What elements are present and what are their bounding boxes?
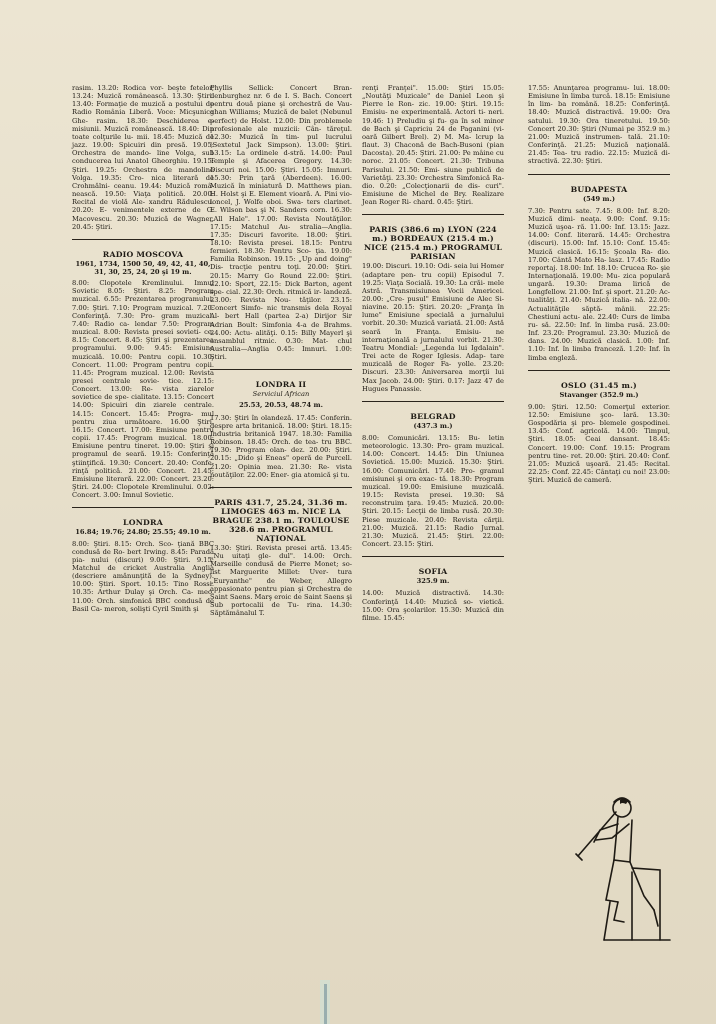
bucharest-program-continued: rasim. 13.20: Rodica vor- beşte fetelor, 13.24: Muzică românească. 13.30: Ştiri. 13.40: Formaţie de muzică a postului de Radio România Liberă. Voce: Micşunica Ghe- rasim. 18.30: Deschiderea e- misiunii. Muzică românească. 18.40: Din toate colţurile lu- mii. 18.45: Muzică de jazz. 19.00: Spicuiri din presă. 19.05: Orchestra de mando- line Volga, sub conducerea lui Anatol Gheorghiu. 19.15: Ştiri. 19.25: Orchestra de mandoline Volga. 19.35: Cro- nica literară de Crohmălni- ceanu. 19.44: Muzică româ- nească. 19.50: Viaţa politică. 20.00: Recital de violă Ale- xandru Rădulescu. 20.20: E- venimentele externe de G. Macovescu. 20.30: Muzică de Wagner. 20.45: Ştiri. (72, 84, 214, 231)
budapesta-frequency: (549 m.) (582, 194, 616, 203)
clarinet-player-illustration-icon (574, 790, 674, 980)
section-divider (72, 507, 214, 508)
londra-ii-frequencies: 25.53, 20.53, 48.74 m. (239, 401, 323, 410)
radio-moscova-program: 8.00: Clopotele Kremlinului. Imnul Sovietic 8.05: Ştiri. 8.25: Program muzical. 6.55: Prezentarea programului. 7.00: Ştiri. 7.10: Program muzical. 7.20: Conferinţă. 7.30: Pro- gram muzical. 7.40: Radio ca- lendar 7.50: Program muzical. 8.00: Revista presei sovieti- ce. 8.15: Concert. 8.45: Ştiri şi prezentarea programului. 9.00: 9.45: Emisiune muzicală. 10.00: Pentru copii. 10.30: Concert. 11.00: Program pentru copii. 11.45: Program muzical. 12.00: Revista presei centrale sovie- tice. 12.15: Concert. 13.00: Re- vista ziarelor sovietice de spe- cialitate. 13.15: Concert 14.00: Spicuiri din ziarele centrale. 14.15: Concert. 15.45: Progra- mul pentru ziua următoare. 16.00 Ştiri. 16.15: Concert. 17.00: Emisiune pentru copii. 17.45: Program muzical. 18.00: Emisiune pentru tineret. 19.00: Ştiri şi programul de seară. 19.15: Conferinţă ştiinţifică. 19.30: Concert. 20.40: Confe- rinţă politică. 21.00: Concert. 21.45: Emisiune literară. 22.00: Concert. 23.20: Ştiri. 24.00: Clopotele Kremlinului. 0.02: Concert. 3.00: Imnul Sovietic. (72, 279, 214, 500)
oslo-frequency: Stavanger (352.9 m.) (559, 390, 639, 399)
budapesta-program: 7.30: Pentru sate. 7.45: 8.00: Inf. 8.20: Muzică dimi- neaţa. 9.00: Conf. 9.15: Muzică uşoa- ră. 11.00: Inf. 13.15: Jazz. 14.00: Conf. literară. 14.45: Orchestra (discuri). 15.00: Inf. 15.10: Conf. 15.45: Muzică clasică. 16.15: Şcoala Ra- dio. 17.00: Cântă Mato Ha- lasz. 17.45: Radio reportaj. 18.00: Inf. 18.10: Crucea Ro- şie Internaţională. 19.00: Mu- zica populară ungară. 19.30: Drama lirică de Longfellow. 21.00: Inf. şi sport. 21.20: Ac- tualităţi. 21.40: Muzică italia- nă. 22.00: Actualităţile săptă- mânii. 22.25: Chestiuni actu- ale. 22.40: Curs de limba ru- să. 22.50: Inf. în limba rusă. 23.00: Inf. 23.20: Programul. 23.30: Muzică de dans. 24.00: Muzică clasică. 1.00: Inf. 1.10: Inf. în limba franceză. 1.20: Inf. în limba engleză. (528, 206, 670, 362)
londra-program-continued: Phyllis Sellick: Concert Bran- denburghez nr. 6 de I. S. Bach. Concert pentru două piane şi orchestră de Vau- ghan Williams; Muzică de balet (Nebunul perfect) de Holst. 12.00: Din problemele profesionale ale muzicii: Cân- tăreţul. 12.30: Muzică în tim- pul lucrului (Sextetul Jack Simpson). 13.00: Ştiri. 13.15: La ordinele d-stră. 14.00: Paul Temple şi Afacerea Gregory. 14.30: Discuri noi. 15.00: Ştiri. 15.05: Imnuri. 15.30: Prin ţară (Aberdeen). 16.00: Muzică în miniatură D. Matthews pian. H. Holst şi E. Element vioară. A. Pini vio- loncel, J. Wolfe oboi. Swa- ters clarinet. E. Wilson bas şi N. Sanders corn. 16.30: „All Hale". 17.00: Revista Noutăţilor. 17.15: Matchul Au- stralia—Anglia. 17.35: Discuri favorite. 18.00: Ştiri. 18.10: Revista presei. 18.15: Pentru fermieri. 18.30: Pentru Sco- ţia. 19.00: Familia Robinson. 19.15: „Up and doing" Dis- tracţie pentru toţi. 20.00: Ştiri. 20.15: Marry Go Round 22.00: Ştiri. 22.10: Sport, 22.15: Dick Barton, agent spe- cial. 22.30: Orch. ritmică ir- landeză. 23.00: Revista Nou- tăţilor. 23.15: Concert Simfo- nic transmis dela Royal Al- bert Hall (partea 2-a) Dirijor Sir Adrian Boult: Simfonia 4-a de Brahms. 24.00: Actu- alităţi. 0.15: Billy Mayerl şi ansamblul ritmic. 0.30: Mat- chul Australia—Anglia 0.45: Imnuri. 1.00: Ştiri. (210, 84, 352, 362)
paris-parisian-heading: PARIS (386.6 m) LYON (224 m.) BORDEAUX (215.4 m.) NICE (215.4 m.) PROGRAMUL PARISIAN (363, 225, 503, 262)
londra-ii-program: 17.30: Ştiri în olandeză. 17.45: Conferin. despre arta britanică. 18.00: Ştiri. 18.15: Industria britanică 1947. 18.30: Familia Robinson. 18.45: Orch. de tea- tru BBC. 19.30: Program olan- dez. 20.00: Ştiri. 20.15: „Dido şi Eneas" operă de Purcell. 21.20: Opinia mea. 21.30: Re- vista noutăţilor. 22.00: Ener- gia atomică şi tu. (210, 413, 352, 479)
section-divider (528, 174, 670, 175)
paris-national-heading: PARIS 431.7, 25.24, 31.36 m. LIMOGES 463 m. NICE LA BRAGUE 238.1 m. TOULOUSE 328.6 m. PROGRAMUL NAŢIONAL (212, 497, 350, 543)
section-divider (210, 487, 352, 488)
sofia-heading: SOFIA (418, 567, 448, 577)
londra-frequencies: 16.84; 19.76; 24.80; 25.55; 49.10 m. (75, 528, 211, 537)
column-4 (528, 84, 670, 484)
section-divider (362, 401, 504, 402)
sofia-frequency: 325.9 m. (416, 577, 450, 586)
section-divider (528, 370, 670, 371)
londra-program: 8.00: Ştiri. 8.15: Orch. Sco- ţiană BBC condusă de Ro- bert Irwing. 8.45: Parada pia- nului (discuri) 9.00: Ştiri. 9.15: Matchul de cricket Australia Anglia (descriere amănunţită de la Sydney). 10.00: Ştiri. Sport. 10.15: Tino Rossi. 10.35: Arthur Dulay şi Orch. Ca- meo. 11.00: Orch. simfonică BBC condusă de Basil Ca- meron, solişti Cyril Smith şi (72, 539, 214, 613)
sofia-program: 14.00: Muzică distractivă. 14.30: Conferinţă 14.40: Muzică so- vietică. 15.00: Ora şcolarilor. 15.30: Muzică din filme. 15.45: (362, 589, 504, 622)
belgrad-program: 8.00: Comunicări. 13.15: Bu- letin meteorologic. 13.30: Pro- gram muzical. 14.00: Concert. 14.45: Din Uniunea Sovietică. 15.00: Muzică. 15.30: Ştiri. 16.00: Comunicări. 17.40: Pro- gramul emisiunei şi ora exac- tă. 18.30: Program muzical. 19.00: Emisiune muzicală. 19.15: Revista presei. 19.30: Să reconstruim ţara. 19.45: Muzică. 20.00: Ştiri. 20.15: Lecţii de limba rusă. 20.30: Piese muzicale. 20.40: Revista cărţii. 21.00: Muzică. 21.15: Radio Jurnal. 21.30: Muzică. 21.45: Ştiri. 22.00: Concert. 23.15: Ştiri. (362, 434, 504, 549)
column-1 (72, 84, 214, 613)
londra-heading: LONDRA (123, 518, 163, 528)
londra-ii-service: Serviciul African (252, 390, 310, 399)
column-2 (210, 84, 352, 617)
belgrad-heading: BELGRAD (410, 411, 456, 421)
radio-moscova-frequencies: 1961, 1734, 1500 50, 49, 42, 41, 40, 31, 30, 25, 24, 20 şi 19 m. (75, 259, 211, 276)
paris-national-program-continued: renţi Franţei". 15.00: Ştiri 15.05: „Noutăţi Muzicale" de Daniel Leon şi Pierre le Ron- zic. 19.00: Ştiri. 19.15: Emisiu- ne experimentală. Actori ti- neri. 19.46: 1) Preludiu şi fu- ga în sol minor de Bach şi Capriciu 24 de Paganini (vi- oară Gilbert Brel). 2) M. Ma- lcrup la flaut. 3) Chaconă de Bach-Busoni (pian Dacosta). 20.45: Ştiri. 21.00: Pe mâine cu noroc. 21.05: Concert. 21.30: Tribuna Parisului. 21.50: Emi- siune publică de Varietăţi. 23.30: Orchestra Simfonică Ra- dio. 0.20: „Colecţionarii de dis- curi". Emisiune de Michel de Bry. Realizare Jean Roger Ri- chard. 0.45: Ştiri. (362, 84, 504, 207)
decorative-print-mark-icon (300, 950, 360, 1024)
paris-parisian-program: 19.00: Discuri. 19.10: Odi- seia lui Homer (adaptare pen- tru copii) Episodul 7. 19.25: Viaţa Socială. 19.30: La crăi- mele Astră. Transmisiunea Vocii Americei. 20.00: „Cre- pusul" Emisiune de Alec Si- niavine. 20.15: Ştiri. 20.20: „Franţa în lume" Emisiune specială a jurnalului vorbit. 20.30: Muzică variată. 21.00: Astă seară în Franţa. Emisiu- ne internaţională a jurnalului vorbit. 21.30: Teatru Mondial: „Legenda lui Igdalain". Trei acte de Roger Iglesis. Adap- tare muzicală de Roger Fa- yolle. 23.20: Discuri. 23.30: Aniversarea morţii lui Max Jacob. 24.00: Ştiri. 0.17: Jazz 47 de Hugues Panassie. (362, 262, 504, 393)
budapesta-heading: BUDAPESTA (570, 184, 628, 194)
belgrad-frequency: (437.3 m.) (413, 421, 453, 430)
section-divider (362, 214, 504, 215)
paris-national-program: 13.30: Ştiri. Revista presei artă. 13.45: „Nu uitaţi gle- dul". 14.00: Orch. Marseille condusă de Pierre Monet; so- list Marguerite Millet: Uver- tura „Euryanthe" de Weber, Allegro appasionato pentru pian şi Orchestra de Saint Saens. Marş eroic de Saint Saens şi Sub portocalii de Tu- rina. 14.30: Săptămânalul T. (210, 543, 352, 618)
column-3 (362, 84, 504, 622)
section-divider (210, 369, 352, 370)
sofia-program-continued: 17.55: Anunţarea programu- lui. 18.00: Emisiune în limba turcă. 18.15: Emisiune în lim- ba română. 18.25: Conferinţă. 18.40: Muzică distractivă. 19.00: Ora satului. 19.30: Ora tineretului. 19.50: Concert 20.30: Ştiri (Numai pe 352.9 m.) 21.00: Muzică instrumen- tală. 21.10: Conferinţă. 21.25: Muzică naţională. 21.45: Tea- tru radio. 22.15: Muzică di- stractivă. 22.30: Ştiri. (528, 84, 670, 166)
londra-ii-heading: LONDRA II (255, 380, 307, 390)
radio-moscova-heading: RADIO MOSCOVA (102, 249, 184, 259)
oslo-program: 9.00: Ştiri. 12.50: Comerţul exterior. 12.50: Emisiune şco- lară. 13.30: Gospodăria şi pro- blemele gospodinei. 13.45: Conf. agricolă. 14.00: Timpul, Ştiri. 18.05: Ceai dansant. 18.45: Concert. 19.00: Conf. 19.15: Program pentru tine- ret. 20.00: Ştiri. 20.40: Conf. 21.05: Muzică uşoară. 21.45: Recital. 22.25: Conf. 22.45: Cântaţi cu noi! 23.00: Ştiri. Muzică de cameră. (528, 402, 670, 485)
oslo-heading: OSLO (31.45 m.) (561, 380, 637, 390)
section-divider (362, 556, 504, 557)
section-divider (72, 239, 214, 240)
